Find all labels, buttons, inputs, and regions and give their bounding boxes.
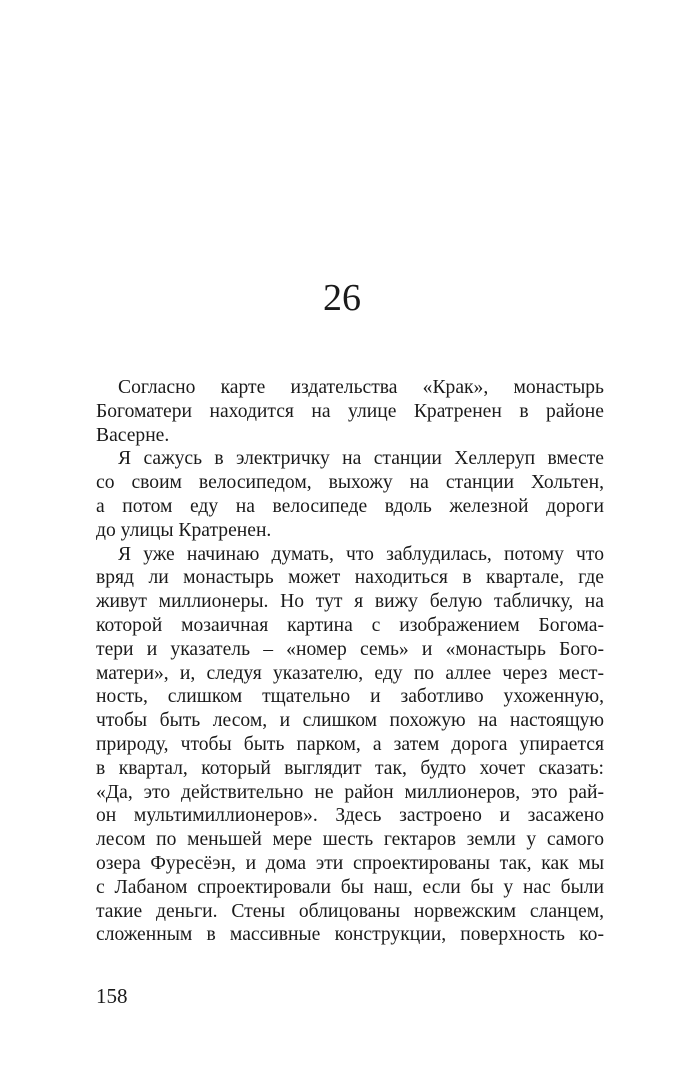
page-number: 158 bbox=[96, 984, 128, 1008]
text-line: Васерне. bbox=[96, 424, 170, 446]
text-line: а потом еду на велосипеде вдоль железной дороги bbox=[96, 495, 604, 517]
text-line: чтобы быть лесом, и слишком похожую на настоящую bbox=[96, 710, 604, 732]
text-line: со своим велосипедом, выхожу на станции Хольтен, bbox=[96, 472, 604, 494]
text-line: которой мозаичная картина с изображением Богома- bbox=[96, 614, 604, 636]
text-line: природу, чтобы быть парком, а затем дорога упирается bbox=[96, 733, 604, 755]
paragraph bbox=[96, 447, 604, 542]
text-line: озера Фуресёэн, и дома эти спроектированы так, как мы bbox=[96, 852, 604, 874]
body-text bbox=[96, 376, 604, 947]
text-line: «Да, это действительно не район миллионеров, это рай- bbox=[96, 781, 604, 803]
text-line: Богоматери находится на улице Кратренен в районе bbox=[96, 400, 604, 422]
paragraph bbox=[96, 376, 604, 447]
text-line: до улицы Кратренен. bbox=[96, 519, 272, 541]
text-line: такие деньги. Стены облицованы норвежским сланцем, bbox=[96, 900, 604, 922]
text-line: вряд ли монастырь может находиться в квартале, где bbox=[96, 567, 604, 589]
text-line: Я сажусь в электричку на станции Хеллеруп вместе bbox=[118, 448, 604, 470]
text-line: лесом по меньшей мере шесть гектаров земли у самого bbox=[96, 829, 604, 851]
text-line: Я уже начинаю думать, что заблудилась, потому что bbox=[118, 543, 604, 565]
text-line: матери», и, следуя указателю, еду по аллее через мест- bbox=[96, 662, 604, 684]
text-line: с Лабаном спроектировали бы наш, если бы у нас были bbox=[96, 876, 604, 898]
text-line: он мультимиллионеров». Здесь застроено и засажено bbox=[96, 805, 604, 827]
text-line: ность, слишком тщательно и заботливо ухоженную, bbox=[96, 686, 604, 708]
text-line: живут миллионеры. Но тут я вижу белую табличку, на bbox=[96, 591, 604, 613]
paragraph bbox=[96, 543, 604, 948]
chapter-number: 26 bbox=[323, 277, 361, 319]
text-line: тери и указатель – «номер семь» и «монастырь Бого- bbox=[96, 638, 604, 660]
text-line: в квартал, который выглядит так, будто хочет сказать: bbox=[96, 757, 604, 779]
text-line: Согласно карте издательства «Крак», монастырь bbox=[118, 377, 604, 398]
text-line: сложенным в массивные конструкции, поверхность ко- bbox=[96, 924, 604, 946]
